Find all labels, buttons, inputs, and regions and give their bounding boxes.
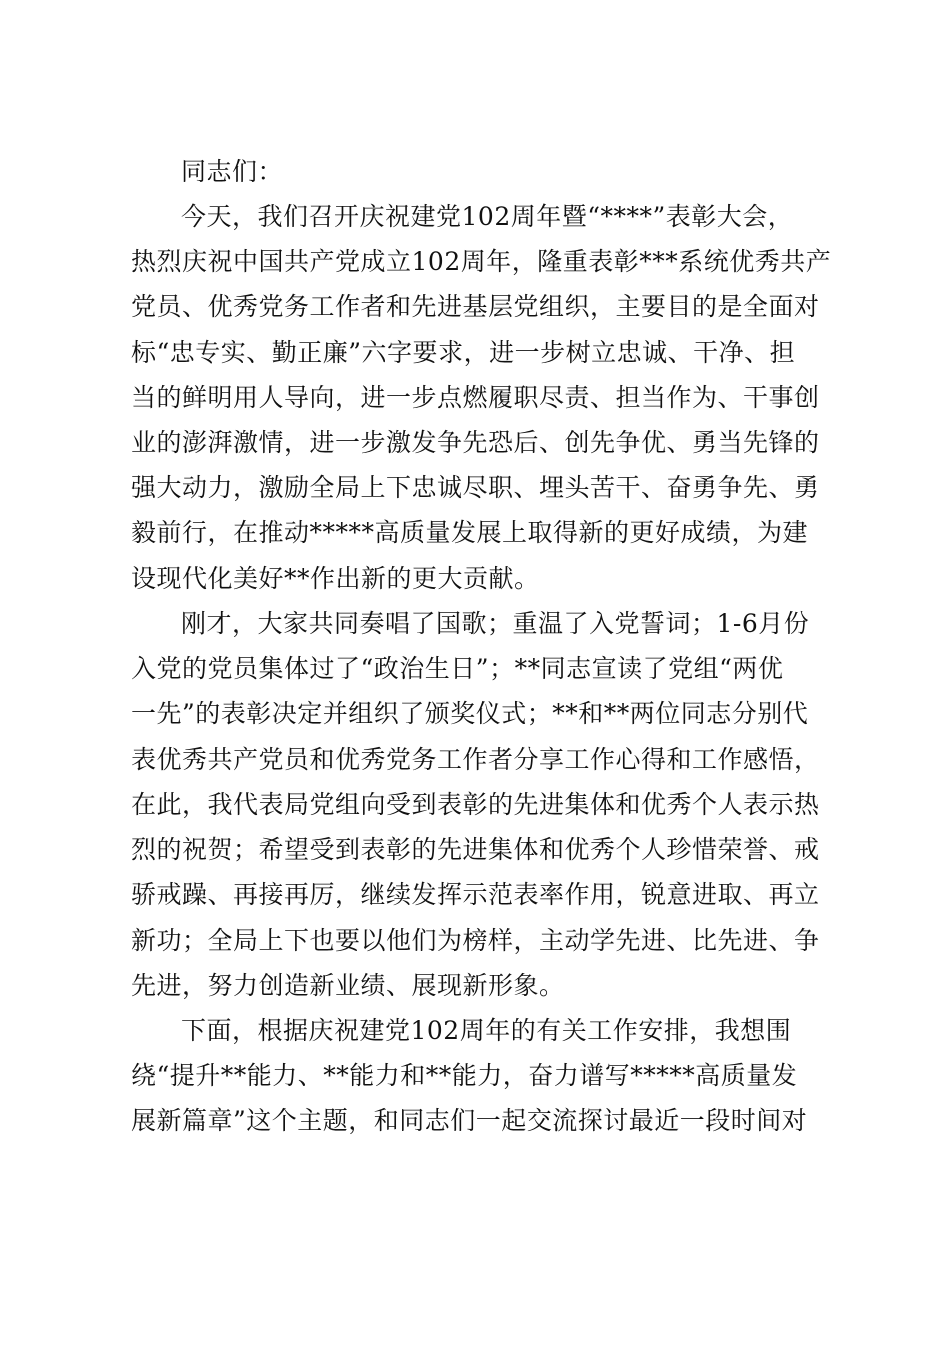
salutation: 同志们：	[181, 157, 284, 186]
paragraph-2-line-2: 入党的党员集体过了“政治生日”；**同志宣读了党组“两优	[131, 654, 784, 683]
paragraph-1-line-3: 党员、优秀党务工作者和先进基层党组织，主要目的是全面对	[131, 292, 820, 321]
paragraph-1-line-9: 设现代化美好**作出新的更大贡献。	[131, 564, 540, 593]
paragraph-2-line-6: 烈的祝贺；希望受到表彰的先进集体和优秀个人珍惜荣誉、戒	[131, 835, 820, 864]
paragraph-1-line-2: 热烈庆祝中国共产党成立102周年，隆重表彰***系统优秀共产	[131, 247, 832, 276]
paragraph-2-line-4: 表优秀共产党员和优秀党务工作者分享工作心得和工作感悟，	[131, 745, 820, 774]
paragraph-3-line-1: 下面，根据庆祝建党102周年的有关工作安排，我想围	[181, 1016, 792, 1045]
paragraph-1-line-7: 强大动力，激励全局上下忠诚尽职、埋头苦干、奋勇争先、勇	[131, 473, 820, 502]
paragraph-1-line-5: 当的鲜明用人导向，进一步点燃履职尽责、担当作为、干事创	[131, 383, 820, 412]
paragraph-2-line-7: 骄戒躁、再接再厉，继续发挥示范表率作用，锐意进取、再立	[131, 880, 820, 909]
paragraph-2-line-1: 刚才，大家共同奏唱了国歌；重温了入党誓词；1-6月份	[181, 609, 810, 638]
paragraph-1-line-8: 毅前行，在推动*****高质量发展上取得新的更好成绩，为建	[131, 518, 809, 547]
paragraph-1-line-1: 今天，我们召开庆祝建党102周年暨“****”表彰大会，	[181, 202, 794, 231]
paragraph-2-line-3: 一先”的表彰决定并组织了颁奖仪式；**和**两位同志分别代	[131, 699, 809, 728]
paragraph-1-line-6: 业的澎湃激情，进一步激发争先恐后、创先争优、勇当先锋的	[131, 428, 820, 457]
paragraph-3-line-2: 绕“提升**能力、**能力和**能力，奋力谱写*****高质量发	[131, 1061, 798, 1090]
paragraph-2-line-5: 在此，我代表局党组向受到表彰的先进集体和优秀个人表示热	[131, 790, 820, 819]
paragraph-3-line-3: 展新篇章”这个主题，和同志们一起交流探讨最近一段时间对	[131, 1106, 808, 1135]
paragraph-1-line-4: 标“忠专实、勤正廉”六字要求，进一步树立忠诚、干净、担	[131, 338, 796, 367]
paragraph-2-line-8: 新功；全局上下也要以他们为榜样，主动学先进、比先进、争	[131, 926, 820, 955]
paragraph-2-line-9: 先进，努力创造新业绩、展现新形象。	[131, 971, 565, 1000]
